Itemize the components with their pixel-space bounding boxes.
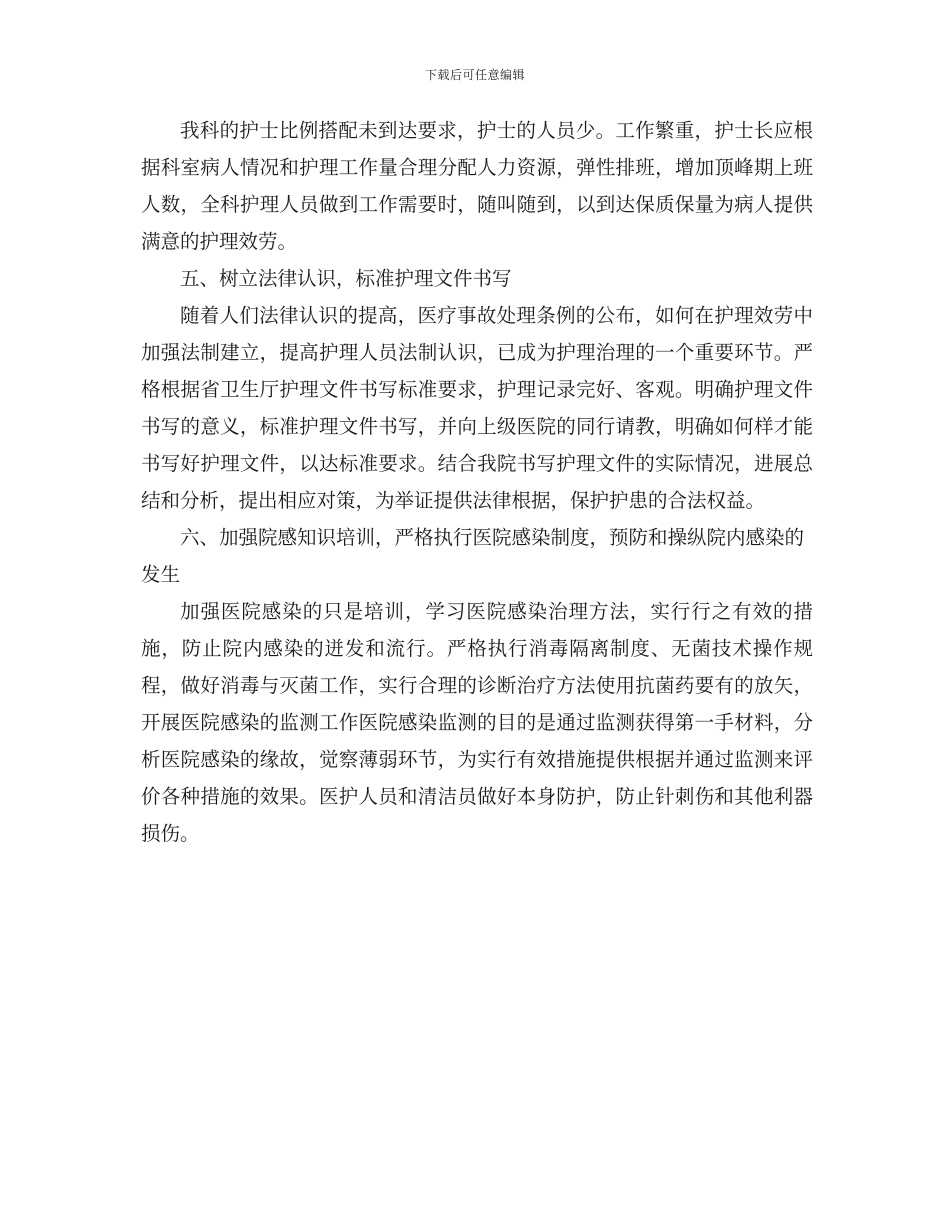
page-header: 下载后可任意编辑 [424,68,525,82]
section-heading-five: 五、树立法律认识，标准护理文件书写 [180,267,512,290]
paragraph-infection-control: 加强医院感染的只是培训，学习医院感染治理方法，实行行之有效的措施，防止院内感染的迸发和流行。严格执行消毒隔离制度、无菌技术操作规程，做好消毒与灭菌工作，实行合理的诊断治疗方法使用抗菌药要有的放矢，开展医院感染的监测工作医院感染监测的目的是通过监测获得第一手材料，分析医院感染的缘故，觉察薄弱环节，为实行有效措施提供根据并通过监测来评价各种措施的效果。医护人员和清洁员做好本身防护，防止针刺伤和其他利器损伤。 [141,600,813,845]
paragraph-legal-awareness: 随着人们法律认识的提高，医疗事故处理条例的公布，如何在护理效劳中加强法制建立，提高护理人员法制认识，已成为护理治理的一个重要环节。严格根据省卫生厅护理文件书写标准要求，护理记录完好、客观。明确护理文件书写的意义，标准护理文件书写，并向上级医院的同行请教，明确如何样才能书写好护理文件，以达标准要求。结合我院书写护理文件的实际情况，进展总结和分析，提出相应对策，为举证提供法律根据，保护护患的合法权益。 [141,304,813,512]
section-heading-six: 六、加强院感知识培训，严格执行医院感染制度，预防和操纵院内感染的发生 [141,526,805,586]
document-body [141,112,813,852]
paragraph-staffing: 我科的护士比例搭配未到达要求，护士的人员少。工作繁重，护士长应根据科室病人情况和护理工作量合理分配人力资源，弹性排班，增加顶峰期上班人数，全科护理人员做到工作需要时，随叫随到，以到达保质保量为病人提供满意的护理效劳。 [141,119,813,253]
